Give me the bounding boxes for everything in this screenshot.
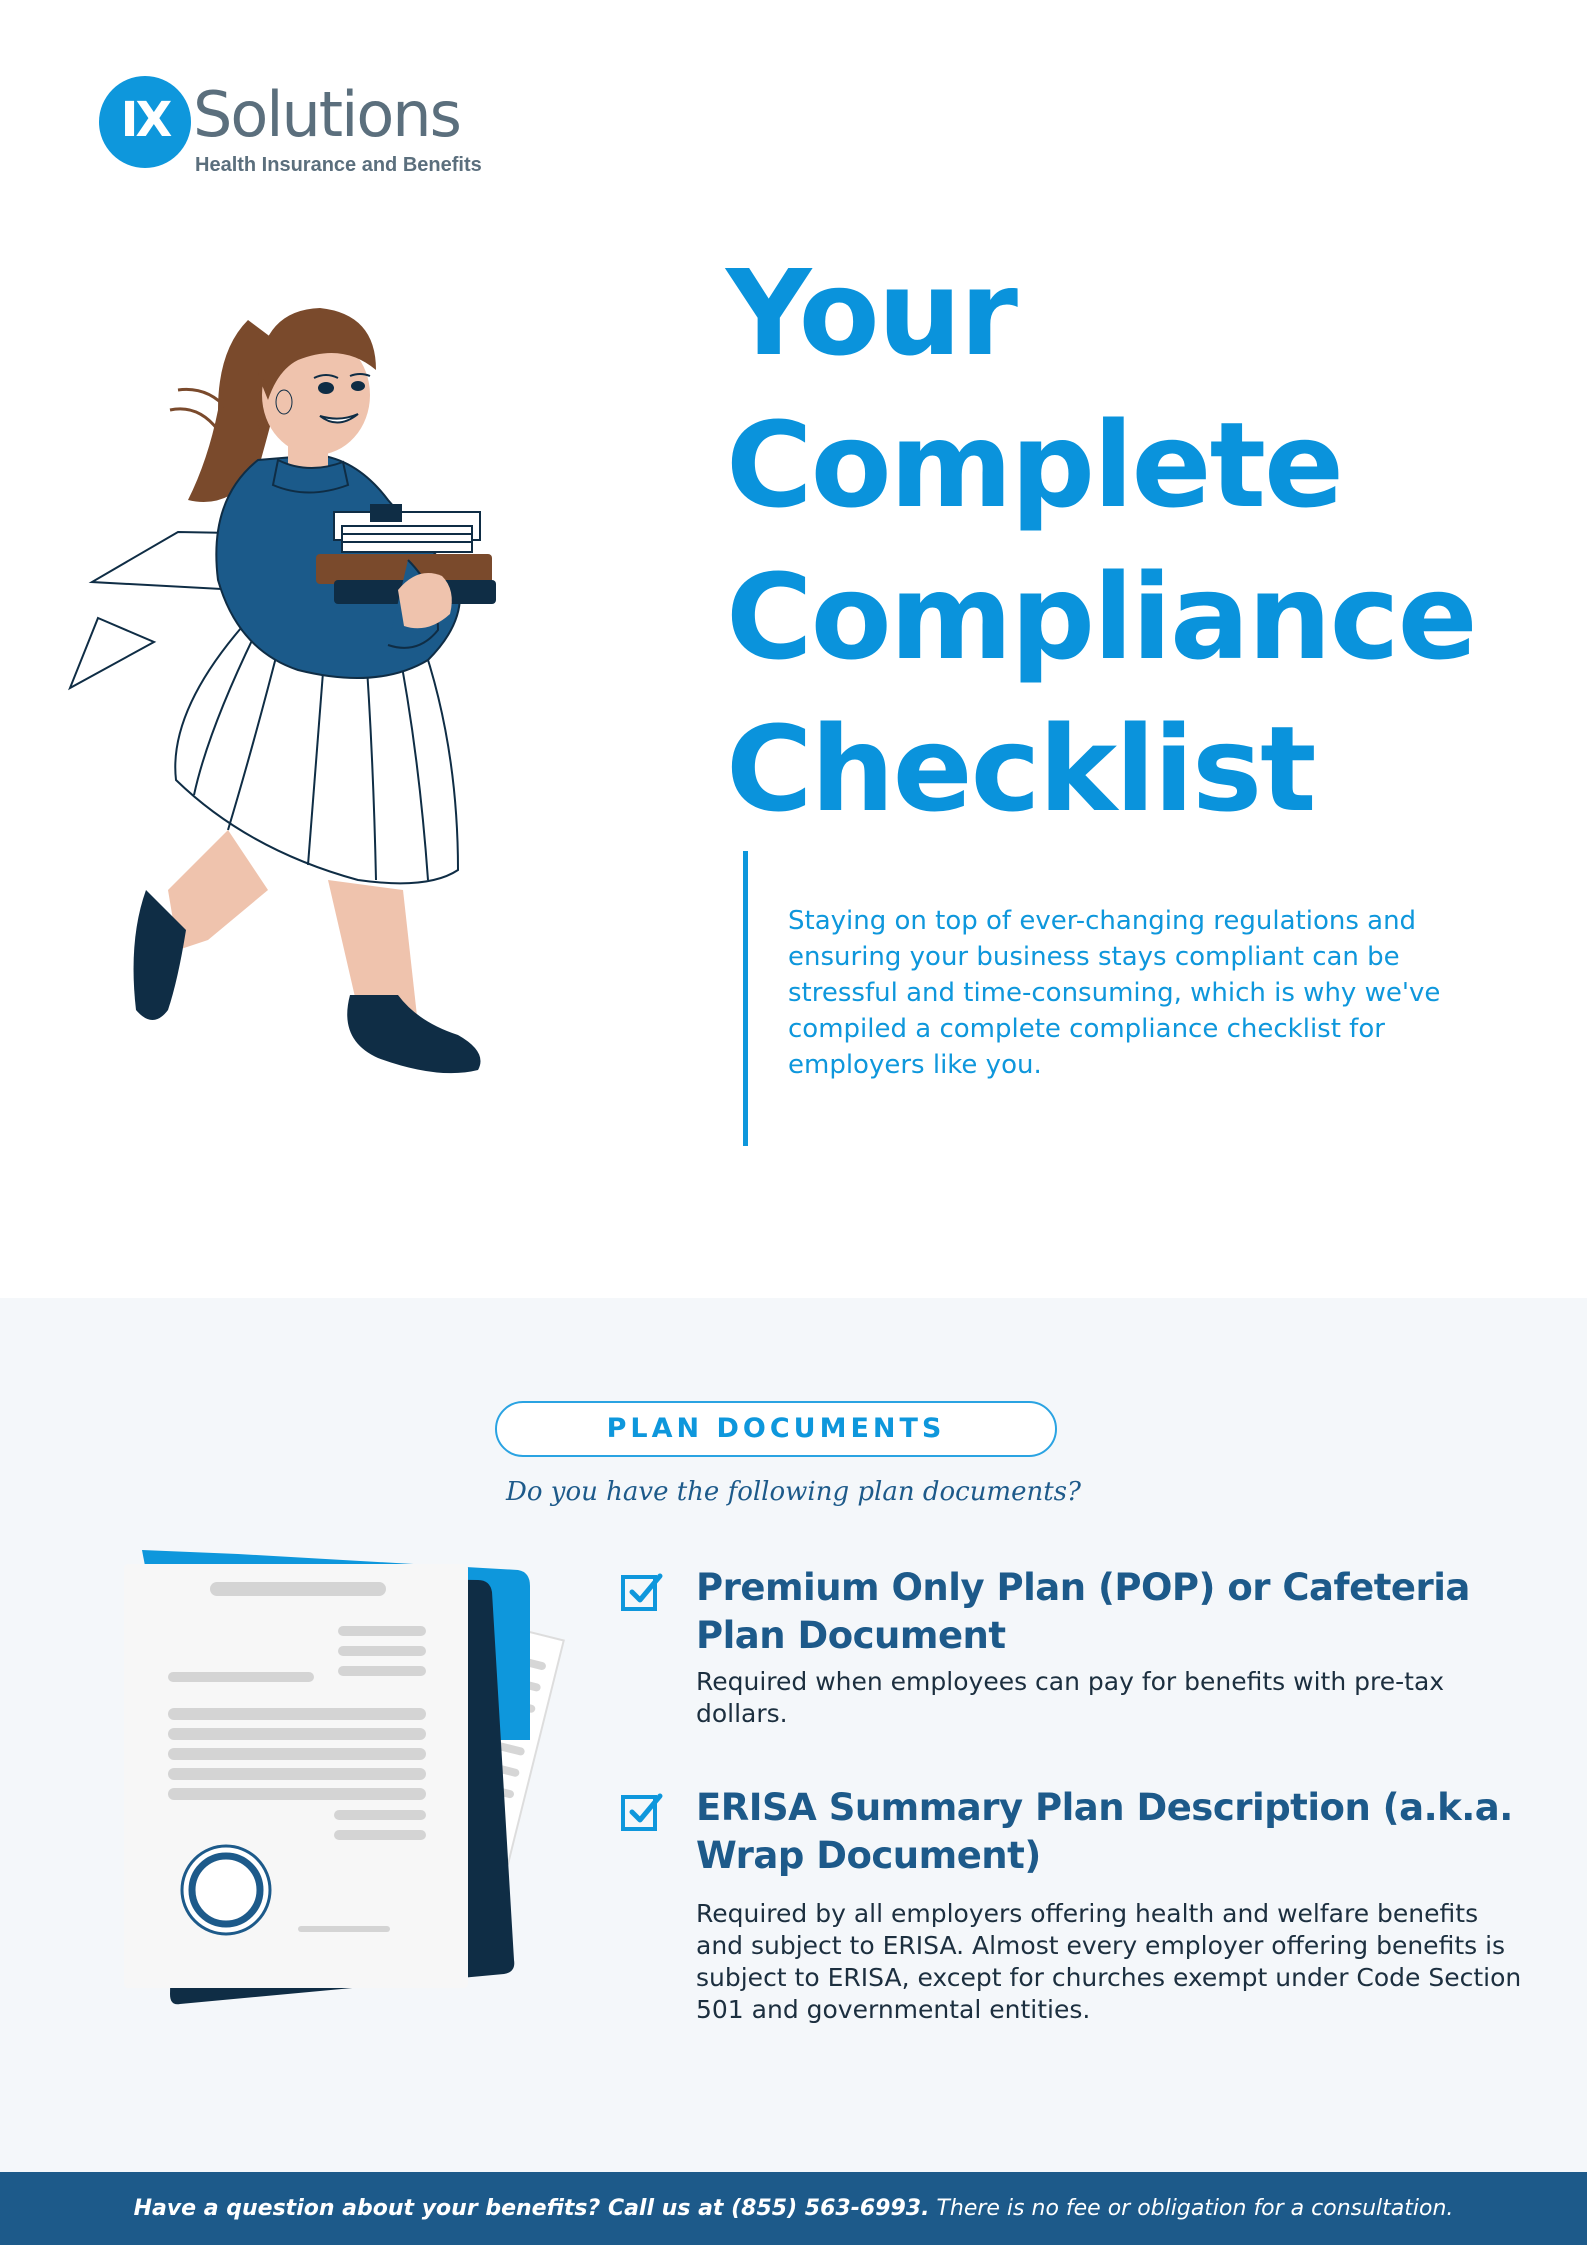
- section-question: Do you have the following plan documents?: [506, 1477, 1081, 1507]
- checklist-item-title: Premium Only Plan (POP) or Cafeteria Plan Document: [696, 1566, 1470, 1657]
- footer-call-to-action: Have a question about your benefits? Call us at (855) 563-6993.: [133, 2196, 930, 2221]
- title-line: Complete: [726, 396, 1343, 534]
- footer-note: There is no fee or obligation for a consultation.: [929, 2196, 1454, 2221]
- intro-paragraph: Staying on top of ever-changing regulations and ensuring your business stays compliant can be stressful and time-consuming, which is why we've compiled a complete compliance checklist for employers like you.: [788, 906, 1441, 1080]
- checkbox-check-icon: [620, 1790, 664, 1834]
- checklist-item-title: ERISA Summary Plan Description (a.k.a. Wrap Document): [696, 1786, 1513, 1877]
- checklist-item-description: Required by all employers offering health and welfare benefits and subject to ERISA. Almost every employer offering benefits is subject to ERISA, except for churches exempt under Code Section 501 and governmental entities.: [696, 1899, 1522, 2024]
- title-line: Compliance: [726, 548, 1476, 686]
- girl-carrying-books-illustration: [58, 290, 698, 1130]
- section-heading-pill: PLAN DOCUMENTS: [495, 1401, 1057, 1457]
- title-line: Checklist: [726, 700, 1315, 838]
- checkbox-check-icon: [620, 1570, 664, 1614]
- checklist-item-description: Required when employees can pay for benefits with pre-tax dollars.: [696, 1667, 1445, 1728]
- logo-tagline: Health Insurance and Benefits: [195, 154, 482, 176]
- logo-mark: IX: [120, 92, 170, 148]
- company-logo: [99, 74, 539, 184]
- logo-wordmark: Solutions: [193, 78, 460, 151]
- document-stack-illustration: [118, 1540, 608, 2020]
- title-line: Your: [726, 244, 1016, 382]
- accent-divider: [743, 851, 748, 1146]
- footer-banner: [0, 2172, 1587, 2245]
- page-title: [726, 237, 1566, 845]
